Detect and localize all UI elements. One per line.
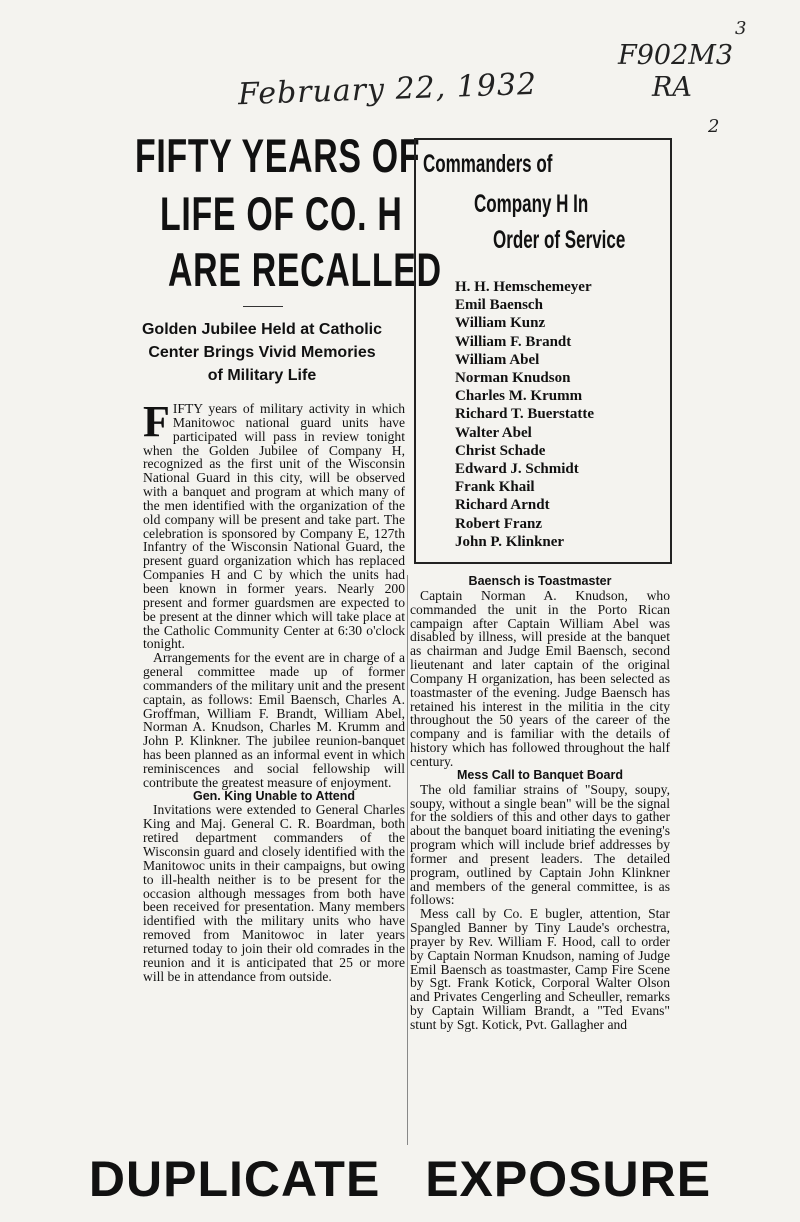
commander-name: Norman Knudson [455,370,571,387]
commander-name: Robert Franz [455,515,543,532]
duplicate-exposure-stamp: DUPLICATE EXPOSURE [88,1151,712,1207]
column-divider [407,575,408,1145]
corner-mark: 3 [735,18,747,39]
commander-name: Frank Khail [455,479,535,496]
article-paragraph: Mess call by Co. E bugler, attention, Star Spangled Banner by Tiny Laude's orchestra, prayer by Rev. William F. Hood, call to order by Captain Norman Knudson, naming of Judge Emil Baensch as toastmaster, Camp Fire Scene by Sgt. Frank Kotick, Corporal Walter Olson and Privates Cengerling and Scheuller, remarks by Captain William Brandt, a "Ted Evans" stunt by Sgt. Kotick, Pvt. Gallagher and [410,906,670,1032]
article-column-2 [410,575,670,1032]
commander-name: William Kunz [455,315,546,332]
headline-divider [243,306,283,307]
subheadline-line-1: Golden Jubilee Held at Catholic [141,321,383,338]
commander-name: Richard T. Buerstatte [455,406,595,423]
commander-name: H. H. Hemschemeyer [455,279,592,295]
commander-name: Walter Abel [455,424,532,441]
commander-name: William F. Brandt [455,333,572,350]
article-paragraph: Invitations were extended to General Charles King and Maj. General C. R. Boardman, both retired department commanders of the Wisconsin guard and closely identified with the Manitowoc units in their campaigns, but owing to ill-health neither is to be present for the occasion although messages from both have been received for presentation. Many members identified with the military units who have removed from Manitowoc in later years returned today to join their old comrades in the reunion and it is anticipated that 25 or more will be in attendance from outside. [143,802,405,984]
catalog-code: F902M3 [618,40,734,71]
commander-name: Emil Baensch [455,297,543,314]
commander-name: John P. Klinkner [455,533,565,550]
page-mark: 2 [708,116,720,137]
headline-line-1: FIFTY YEARS OF [135,129,421,182]
handwritten-date: February 22, 1932 [237,66,538,113]
article-paragraph: FIFTY years of military activity in which Manitowoc national guard units have participated will pass in review tonight when the Golden Jubilee of Company H, recognized as the first unit of the Wisconsin National Guard in this city, will be observed with a banquet and program at which many of the men identified with the organization of the old company will be present and take part. The celebration is sponsored by Company E, 127th Infantry of the Wisconsin National Guard, the present guard organization which has replaced Companies H and C by which the units had been known in former years. Nearly 200 present and former guardsmen are expected to be present at the dinner which will take place at the Catholic Community Center at 6:30 o'clock tonight. [143,397,405,652]
headline-line-3: ARE RECALLED [168,243,442,296]
drop-cap: F [143,397,170,446]
commanders-list [455,278,594,551]
article-paragraph: The old familiar strains of "Soupy, soupy, soupy, without a single bean" will be the signal for the soldiers of this and other days to gather about the banquet board initiating the evening's program which will include brief addresses by former and present leaders. The detailed program, outlined by Captain John Klinkner and members of the general committee, is as follows: [410,781,670,908]
article-column-1 [143,397,405,984]
initials: RA [652,72,692,103]
article-paragraph: Arrangements for the event are in charge of a general committee made up of former commanders of the military unit and the present captain, as follows: Emil Baensch, Charles A. Groffman, William F. Brandt, William Abel, Norman A. Knudson, Charles M. Krumm and John P. Klinkner. The jubilee reunion-banquet has been planned as an informal event in which reminiscences and social fellowship will contribute the greatest measure of enjoyment. [143,650,405,790]
section-subhead: Mess Call to Banquet Board [457,767,623,782]
headline-line-2: LIFE OF CO. H [160,187,403,240]
sidebar-title-line-3: Order of Service [493,226,626,254]
commander-name: Edward J. Schmidt [455,461,579,478]
sidebar-title-line-2: Company H In [474,190,589,218]
subheadline-line-2: Center Brings Vivid Memories [148,344,376,362]
section-subhead: Gen. King Unable to Attend [192,788,356,803]
commander-name: Charles M. Krumm [455,388,583,405]
subheadline [127,318,397,388]
sidebar-title-line-1: Commanders of [423,150,553,178]
commander-name: Christ Schade [455,442,546,459]
subheadline-line-3: of Military Life [207,367,317,385]
section-subhead: Baensch is Toastmaster [468,574,612,588]
article-paragraph: Captain Norman A. Knudson, who commanded the unit in the Porto Rican campaign after Captain William Abel was disabled by illness, will preside at the banquet as chairman and Judge Emil Baensch, second lieutenant and later captain of the original Company H organization, has been selected as toastmaster of the evening. Judge Baensch has retained his interest in the militia in the city throughout the 50 years of the career of the company and is familiar with the details of history which has followed throughout the half century. [410,587,670,769]
commander-name: William Abel [455,351,540,368]
commander-name: Richard Arndt [455,497,550,514]
